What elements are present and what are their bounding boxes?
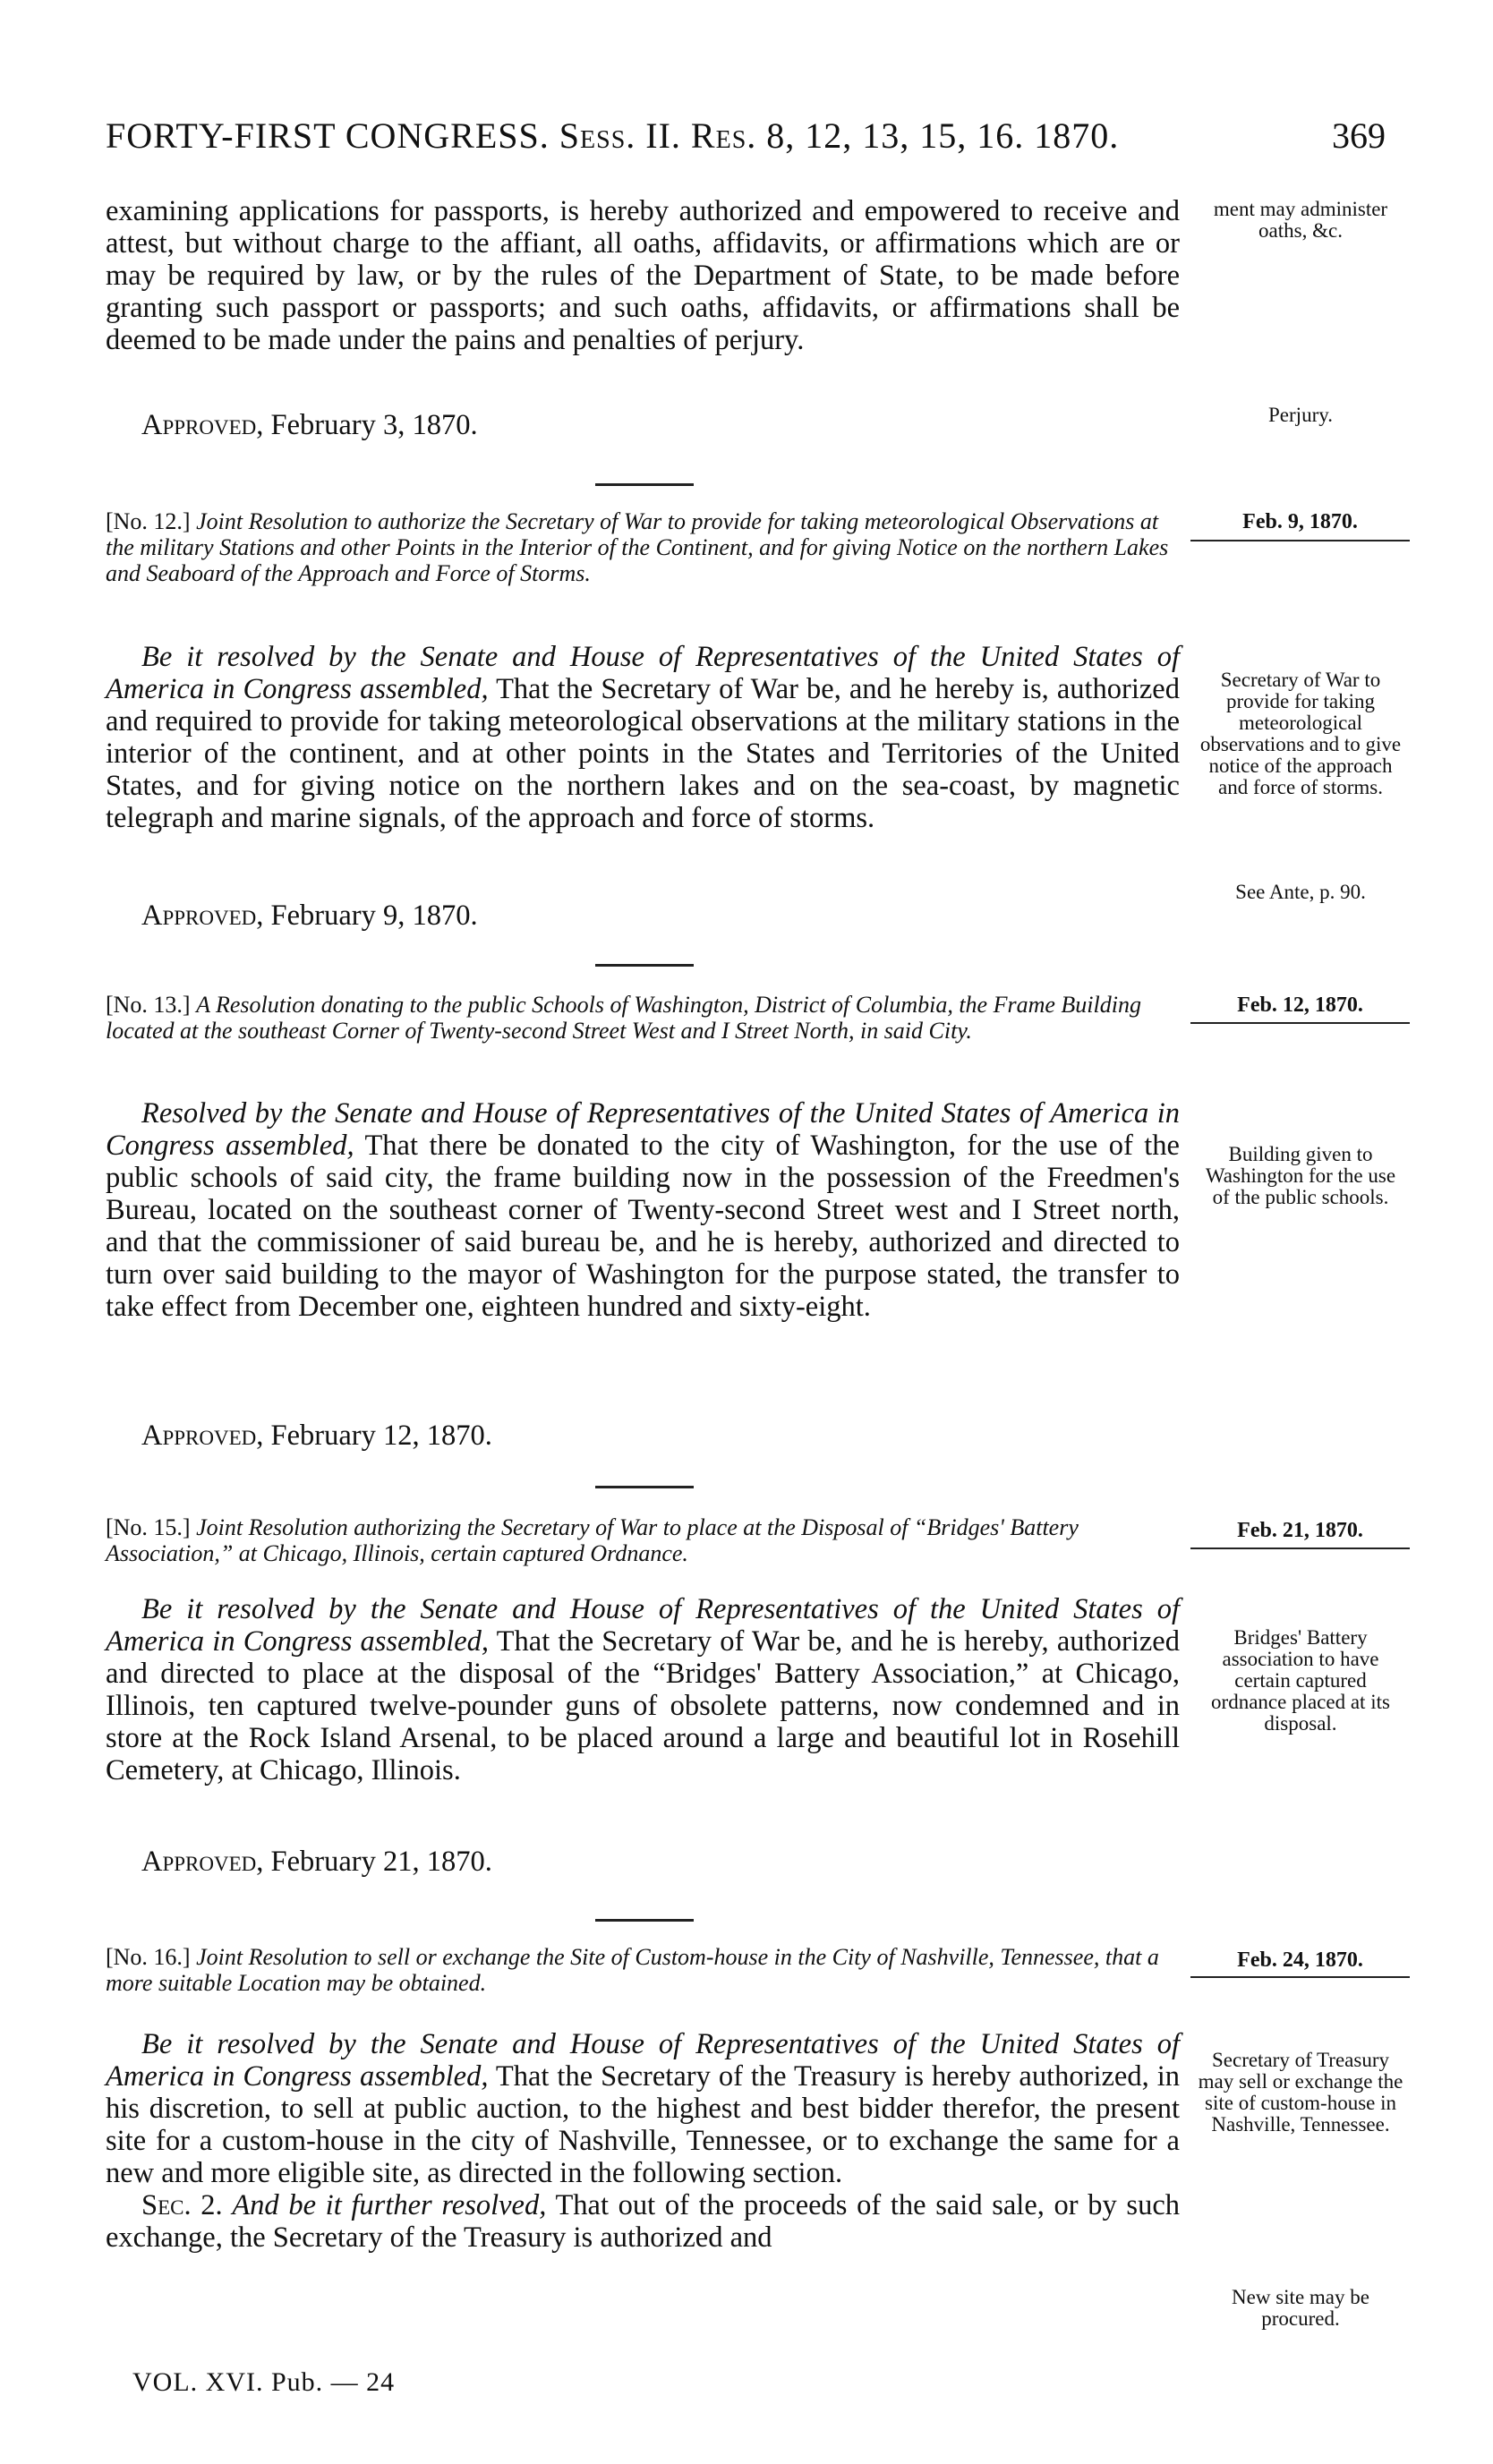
res16-text: That the Secretary of the Treasury is hereby authorized, in his discretion, to sell at public auction, to the highest and best bidder therefor, the present site for a custom-house in the city of Nashville, Tennessee, or to exchange the same for a new and more eligible site, as directed in the following section. (106, 2060, 1180, 2189)
approved-label: Approved, (141, 1420, 264, 1452)
res12-paragraph (106, 641, 1180, 834)
approved-date: February 21, 1870. (270, 1846, 492, 1878)
res12-date-rule (1190, 540, 1410, 541)
approved-line-res13 (141, 1420, 492, 1453)
res16-title: Joint Resolution to sell or exchange the Site of Custom-house in the City of Nashville, Tennessee, that a more suitable Location may be obtained. (106, 1944, 1159, 1996)
approved-date: February 3, 1870. (270, 409, 478, 441)
res15-date-rule (1190, 1547, 1410, 1549)
res15-paragraph (106, 1593, 1180, 1786)
header-title (106, 115, 1119, 157)
approved-date: February 12, 1870. (270, 1420, 492, 1452)
res16-section-2 (106, 2189, 1180, 2254)
res15-text: That the Secretary of War be, and he is hereby, authorized and directed to place at the disposal of the “Bridges' Battery Association,” at Chicago, Illinois, ten captured twelve-pounder guns of obsolete patterns, now condemned and in store at the Rock Island Arsenal, to be placed around a large and beautiful lot in Rosehill Cemetery, at Chicago, Illinois. (106, 1625, 1180, 1786)
res13-heading (106, 992, 1180, 1044)
res13-side-note: Building given to Washington for the use of the public schools. (1205, 1143, 1396, 1208)
separator-rule (595, 483, 694, 486)
res13-text: That there be donated to the city of Washington, for the use of the public schools of said city, the frame building now in the possession of the Freedmen's Bureau, located on the southeast corner of Twenty-second Street west and I Street north, and that the commissioner of said bureau be, and he is hereby, authorized and directed to turn over said building to the mayor of Washington for the purpose stated, the transfer to take effect from December one, eighteen hundred and sixty-eight. (106, 1130, 1180, 1323)
res15-heading (106, 1514, 1180, 1566)
res16-heading (106, 1944, 1180, 1996)
res16-paragraph (106, 2028, 1180, 2189)
res12-text: That the Secretary of War be, and he hereby is, authorized and required to provide for taking meteorological observations at the military stations in the interior of the continent, and at other points in the States and Territories of the United States, and for giving notice on the northern lakes and on the sea-coast, by magnetic telegraph and marine signals, of the approach and force of storms. (106, 673, 1180, 834)
res15-number: [No. 15.] (106, 1514, 191, 1540)
res16-number: [No. 16.] (106, 1944, 191, 1970)
res16-date: Feb. 24, 1870. (1237, 1948, 1363, 1972)
res13-number: [No. 13.] (106, 992, 191, 1018)
separator-rule (595, 964, 694, 967)
res16-sec2-enacting: And be it further resolved, (232, 2189, 547, 2221)
separator-rule (595, 1919, 694, 1922)
running-header (106, 115, 1386, 168)
header-session: Sess. II. (559, 115, 681, 156)
page-number: 369 (1332, 115, 1386, 156)
footer-signature: VOL. XVI. Pub. — 24 (132, 2367, 396, 2397)
header-year: 1870. (1034, 115, 1120, 156)
res12-date: Feb. 9, 1870. (1242, 510, 1358, 533)
res13-date: Feb. 12, 1870. (1237, 993, 1363, 1017)
res16-sec2-label: Sec. 2. (141, 2189, 223, 2221)
res16-date-rule (1190, 1976, 1410, 1978)
res15-title: Joint Resolution authorizing the Secretary of War to place at the Disposal of “Bridges' Battery Association,” at Chicago, Illinois, certain captured Ordnance. (106, 1514, 1079, 1566)
approved-line-res12 (141, 899, 478, 933)
res13-enacting: Resolved by the Senate and House of Representatives of the United States of America in Congress assembled, (106, 1097, 1180, 1162)
side-note-oaths: ment may administer oaths, &c. (1213, 198, 1388, 242)
res12-body (106, 641, 1180, 834)
top-text: examining applications for passports, is hereby authorized and empowered to receive and attest, but without charge to the affiant, all oaths, affidavits, or affirmations which are or may be required by law, or by the rules of the Department of State, to be made before granting such passport or passports; and such oaths, affidavits, or affirmations shall be deemed to be made under the pains and penalties of perjury. (106, 195, 1180, 356)
header-congress: FORTY-FIRST CONGRESS. (106, 115, 550, 156)
res12-number: [No. 12.] (106, 508, 191, 534)
res15-side-note: Bridges' Battery association to have certain captured ordnance placed at its disposal. (1211, 1626, 1390, 1735)
res16-body (106, 2028, 1180, 2254)
res13-paragraph (106, 1097, 1180, 1323)
res15-enacting: Be it resolved by the Senate and House of Representatives of the United States of America in Congress assembled, (106, 1593, 1180, 1658)
separator-rule (595, 1486, 694, 1488)
top-paragraph (106, 195, 1180, 356)
res16-sec2-text: That out of the proceeds of the said sale, or by such exchange, the Secretary of the Treasury is authorized and (106, 2189, 1181, 2254)
res16-side-note-2: New site may be procured. (1232, 2286, 1369, 2330)
header-resolutions: Res. 8, 12, 13, 15, 16. (690, 115, 1025, 156)
res13-title: A Resolution donating to the public Schools of Washington, District of Columbia, the Frame Building located at the southeast Corner of Twenty-second Street West and I Street North, in said City. (106, 992, 1141, 1044)
res16-enacting: Be it resolved by the Senate and House of Representatives of the United States of America in Congress assembled, (106, 2028, 1180, 2093)
res12-enacting: Be it resolved by the Senate and House of Representatives of the United States of America in Congress assembled, (106, 641, 1180, 705)
approved-label: Approved, (141, 899, 264, 932)
approved-date: February 9, 1870. (270, 899, 478, 932)
res16-side-note: Secretary of Treasury may sell or exchange the site of custom-house in Nashville, Tennessee. (1198, 2049, 1403, 2136)
approved-line-res15 (141, 1846, 492, 1879)
res13-date-rule (1190, 1022, 1410, 1024)
res12-side-note: Secretary of War to provide for taking meteorological observations and to give notice of the approach and force of storms. (1199, 669, 1402, 798)
res12-see-ante: See Ante, p. 90. (1235, 881, 1366, 903)
approved-label: Approved, (141, 1846, 264, 1878)
res12-heading (106, 508, 1180, 586)
res12-title: Joint Resolution to authorize the Secretary of War to provide for taking meteorological Observations at the military Stations and other Points in the Interior of the Continent, and for giving Notice on the northern Lakes and Seaboard of the Approach and Force of Storms. (106, 508, 1169, 586)
res13-body (106, 1097, 1180, 1323)
approved-label: Approved, (141, 409, 264, 441)
side-note-perjury: Perjury. (1268, 404, 1333, 426)
res15-body (106, 1593, 1180, 1786)
res15-date: Feb. 21, 1870. (1237, 1519, 1363, 1542)
approved-line-top (141, 409, 478, 442)
